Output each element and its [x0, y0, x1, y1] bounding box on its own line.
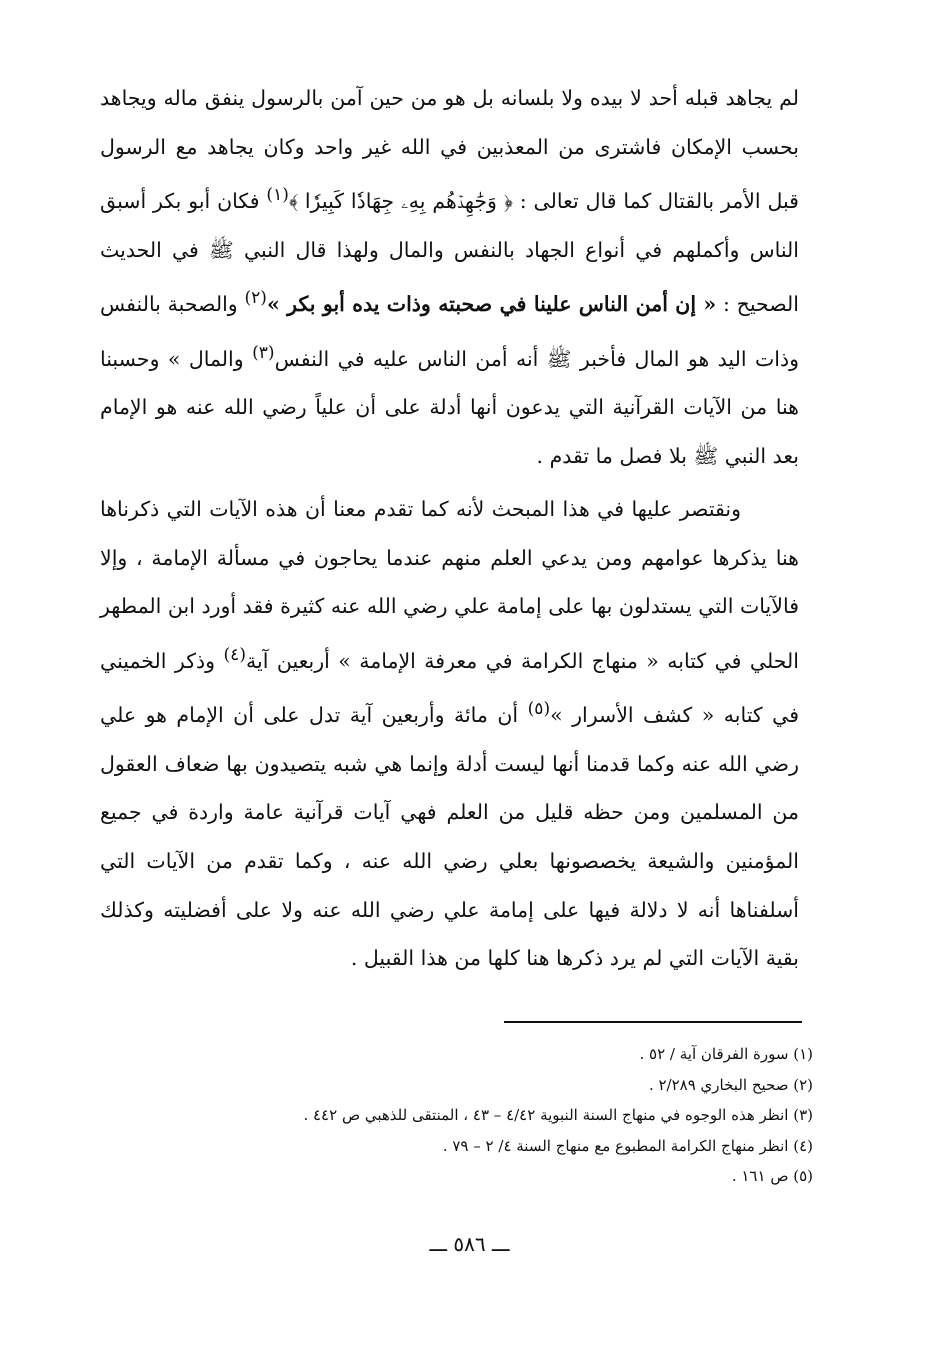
- paragraph-1-text-b: فكان أبو بكر أسبق الناس وأكملهم في أنواع الجهاد بالنفس والمال ولهذا قال النبي ﷺ في الحديث الصحيح :: [100, 189, 799, 317]
- footnotes: [120, 1039, 813, 1192]
- paragraph-2-text-a: ونقتصر عليها في هذا المبحث لأنه كما تقدم معنا أن هذه الآيات التي ذكرناها هنا يذكرها عوامهم ومن يدعي العلم منهم عندما يحاجون في مسألة الإمامة ، وإلا فالآيات التي يستدلون بها على إمامة علي رضي الله عنه كثيرة فقد أورد ابن المطهر الحلي في كتابه « منهاج الكرامة في معرفة الإمامة » أربعين آية: [100, 497, 799, 673]
- hadith-quote: « إن أمن الناس علينا في صحبته وذات يده أبو بكر »: [266, 292, 717, 317]
- footnote-4: (٤) انظر منهاج الكرامة المطبوع مع منهاج السنة ٤/ ٢ – ٧٩ .: [442, 1136, 813, 1155]
- paragraph-2: [100, 485, 799, 983]
- footnote-ref-5: (٥): [527, 699, 551, 720]
- footnote-2: (٢) صحيح البخاري ٢/٢٨٩ .: [648, 1075, 813, 1094]
- footnote-3: (٣) انظر هذه الوجوه في منهاج السنة النبوية ٤/٤٢ – ٤٣ ، المنتقى للذهبي ص ٤٤٢ .: [303, 1106, 813, 1124]
- footnote-ref-1: (١): [266, 185, 289, 206]
- footnote-ref-3: (٣): [252, 342, 275, 363]
- footnote-1: (١) سورة الفرقان آية / ٥٢ .: [639, 1045, 813, 1063]
- paragraph-2-text-b: وذكر الخميني في كتابه « كشف الأسرار »: [100, 648, 799, 728]
- page-number: ـــ ٥٨٦ ـــ: [429, 1232, 510, 1256]
- quran-verse: ﴿ وَجَٰهِدۡهُم بِهِۦ جِهَادٗا كَبِيرٗا ﴾: [288, 189, 513, 214]
- paragraph-1-text-d: والمال » وحسبنا هنا من الآيات القرآنية التي يدعون أنها أدلة على أن علياً رضي الله عنه هو الإمام بعد النبي ﷺ بلا فصل ما تقدم .: [100, 346, 799, 468]
- footnote-ref-4: (٤): [223, 645, 247, 666]
- footnote-5: (٥) ص ١٦١ .: [731, 1167, 813, 1185]
- footnote-ref-2: (٢): [244, 288, 267, 309]
- paragraph-1-text-a: لم يجاهد قبله أحد لا بيده ولا بلسانه بل هو من حين آمن بالرسول ينفق ماله ويجاهد بحسب الإمكان فاشترى من المعذبين في الله غير واحد وكان يجاهد مع الرسول قبل الأمر بالقتال كما قال تعالى :: [100, 86, 799, 214]
- footnote-separator: [504, 1021, 802, 1023]
- paragraph-2-text-c: أن مائة وأربعين آية تدل على أن الإمام هو علي رضي الله عنه وكما قدمنا أنها ليست أدلة وإنما هي شبه يتصيدون بها ضعاف العقول من المسلمين ومن حظه قليل من العلم فهي آيات قرآنية عامة واردة في جميع المؤمنين والشيعة يخصصونها بعلي رضي الله عنه ، وكما تقدم من الآيات التي أسلفناها أنه لا دلالة فيها على إمامة علي رضي الله عنه ولا على أفضليته وكذلك بقية الآيات التي لم يرد ذكرها هنا كلها من هذا القبيل .: [100, 703, 799, 971]
- paragraph-1: [100, 74, 799, 480]
- main-text: [100, 74, 799, 983]
- paragraph-1-text-c: والصحبة بالنفس وذات اليد هو المال فأخبر ﷺ أنه أمن الناس عليه في النفس: [100, 292, 799, 371]
